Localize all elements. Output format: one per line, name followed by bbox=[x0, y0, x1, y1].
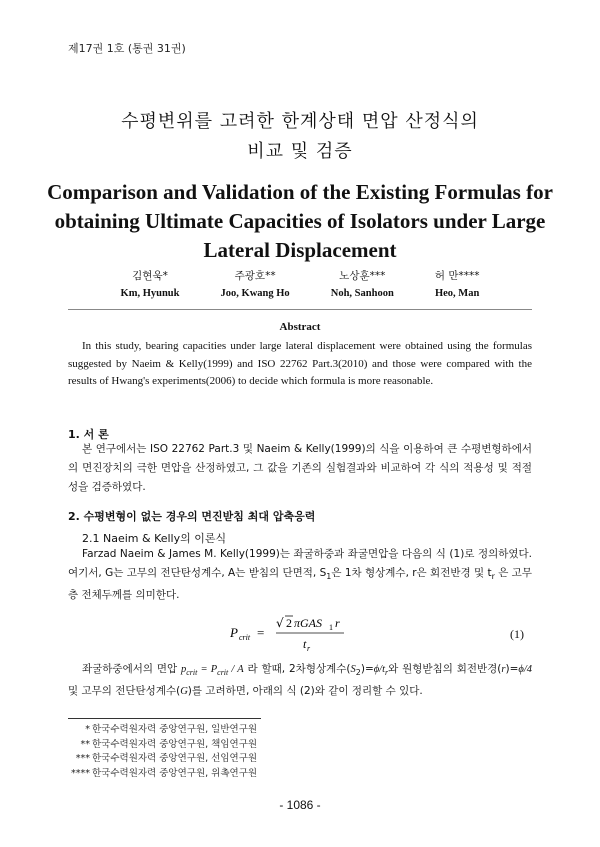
author: 주광호** Joo, Kwang Ho bbox=[220, 270, 290, 299]
footnotes bbox=[68, 723, 257, 781]
equation-1-graphic bbox=[230, 612, 380, 656]
english-title-line1: Comparison and Validation of the Existing Formulas for bbox=[47, 180, 553, 204]
english-title-line2: obtaining Ultimate Capacities of Isolators under Large bbox=[54, 209, 546, 233]
svg-text:P: P bbox=[230, 625, 238, 640]
footnote: *** 한국수력원자력 중앙연구원, 선임연구원 bbox=[75, 753, 258, 764]
footnote: * 한국수력원자력 중앙연구원, 일반연구원 bbox=[85, 724, 258, 735]
abstract-text: In this study, bearing capacities under large lateral displacement were obtained using the formulas suggested by Naeim & Kelly(1999) and ISO 22762 Part.3(2010) and those were compared with the results of Hwang's experiments(2006) to decide which formula is more reasonable. bbox=[68, 340, 532, 387]
author: 허 만**** Heo, Man bbox=[434, 270, 480, 299]
footnote: **** 한국수력원자력 중앙연구원, 위촉연구원 bbox=[71, 767, 258, 779]
svg-text:√: √ bbox=[276, 616, 284, 630]
issue-label: 제17권 1호 (통권 31권) bbox=[68, 42, 186, 55]
svg-text:t: t bbox=[303, 637, 307, 651]
equation-1-number: (1) bbox=[510, 627, 524, 641]
author: 김현욱* Km, Hyunuk bbox=[120, 270, 180, 299]
section-1-body bbox=[68, 440, 532, 497]
author-list bbox=[100, 268, 500, 299]
divider bbox=[68, 309, 532, 310]
svg-text:crit: crit bbox=[239, 633, 251, 642]
abstract-heading: Abstract bbox=[279, 321, 321, 333]
footnote-divider bbox=[68, 718, 261, 719]
footnote: ** 한국수력원자력 중앙연구원, 책임연구원 bbox=[80, 738, 258, 750]
author: 노상훈*** Noh, Sanhoon bbox=[330, 270, 394, 299]
english-title bbox=[40, 178, 560, 265]
after-equation-body bbox=[68, 660, 532, 701]
equation-1 bbox=[230, 612, 380, 660]
english-title-line3: Lateral Displacement bbox=[203, 238, 397, 262]
svg-text:πGAS: πGAS bbox=[294, 616, 323, 630]
svg-text:r: r bbox=[307, 644, 311, 653]
svg-text:=: = bbox=[257, 625, 265, 640]
page-number: - 1086 - bbox=[279, 798, 321, 812]
after-equation-text: 좌굴하중에서의 면압 $p_{crit} = P_{crit} / A$ 라 할때, 2차형상계수$(S_2)=\phi/t_r$와 원형받침의 회전반경(r)=ϕ/4 및 고무의 전단탄성계수(G)를 고려하면, 아래의 식 (2)와 같이 정리할 수 있다. bbox=[68, 663, 532, 698]
section-2-1-heading: 2.1 Naeim & Kelly의 이론식 bbox=[82, 532, 227, 545]
svg-text:1: 1 bbox=[329, 623, 333, 632]
section-2-heading: 2. 수평변형이 없는 경우의 면진받침 최대 압축응력 bbox=[68, 510, 316, 523]
section-2-1-text: Farzad Naeim & James M. Kelly(1999)는 좌굴하중과 좌굴면압을 다음의 식 (1)로 정의하였다. 여기서, G는 고무의 전단탄성계수, A는 받침의 단면적, $S_1$은 1차 형상계수, r은 회전반경 및 $t_r$ 은 고무층 전체두께를 의미한다. bbox=[68, 548, 532, 602]
section-1-text: 본 연구에서는 ISO 22762 Part.3 및 Naeim & Kelly(1999)의 식을 이용하여 큰 수평변형하에서의 면진장치의 극한 면압을 산정하였고, 그 값을 기존의 실험결과와 비교하여 각 식의 적용성 및 적절성을 검증하였다. bbox=[68, 443, 532, 493]
section-2-1-body bbox=[68, 545, 532, 605]
svg-text:2: 2 bbox=[286, 616, 292, 630]
korean-title-line1: 수평변위를 고려한 한계상태 면압 산정식의 bbox=[121, 111, 479, 132]
section-1-heading: 1. 서 론 bbox=[68, 428, 109, 441]
svg-text:r: r bbox=[335, 616, 340, 630]
korean-title-line2: 비교 및 검증 bbox=[247, 141, 353, 162]
